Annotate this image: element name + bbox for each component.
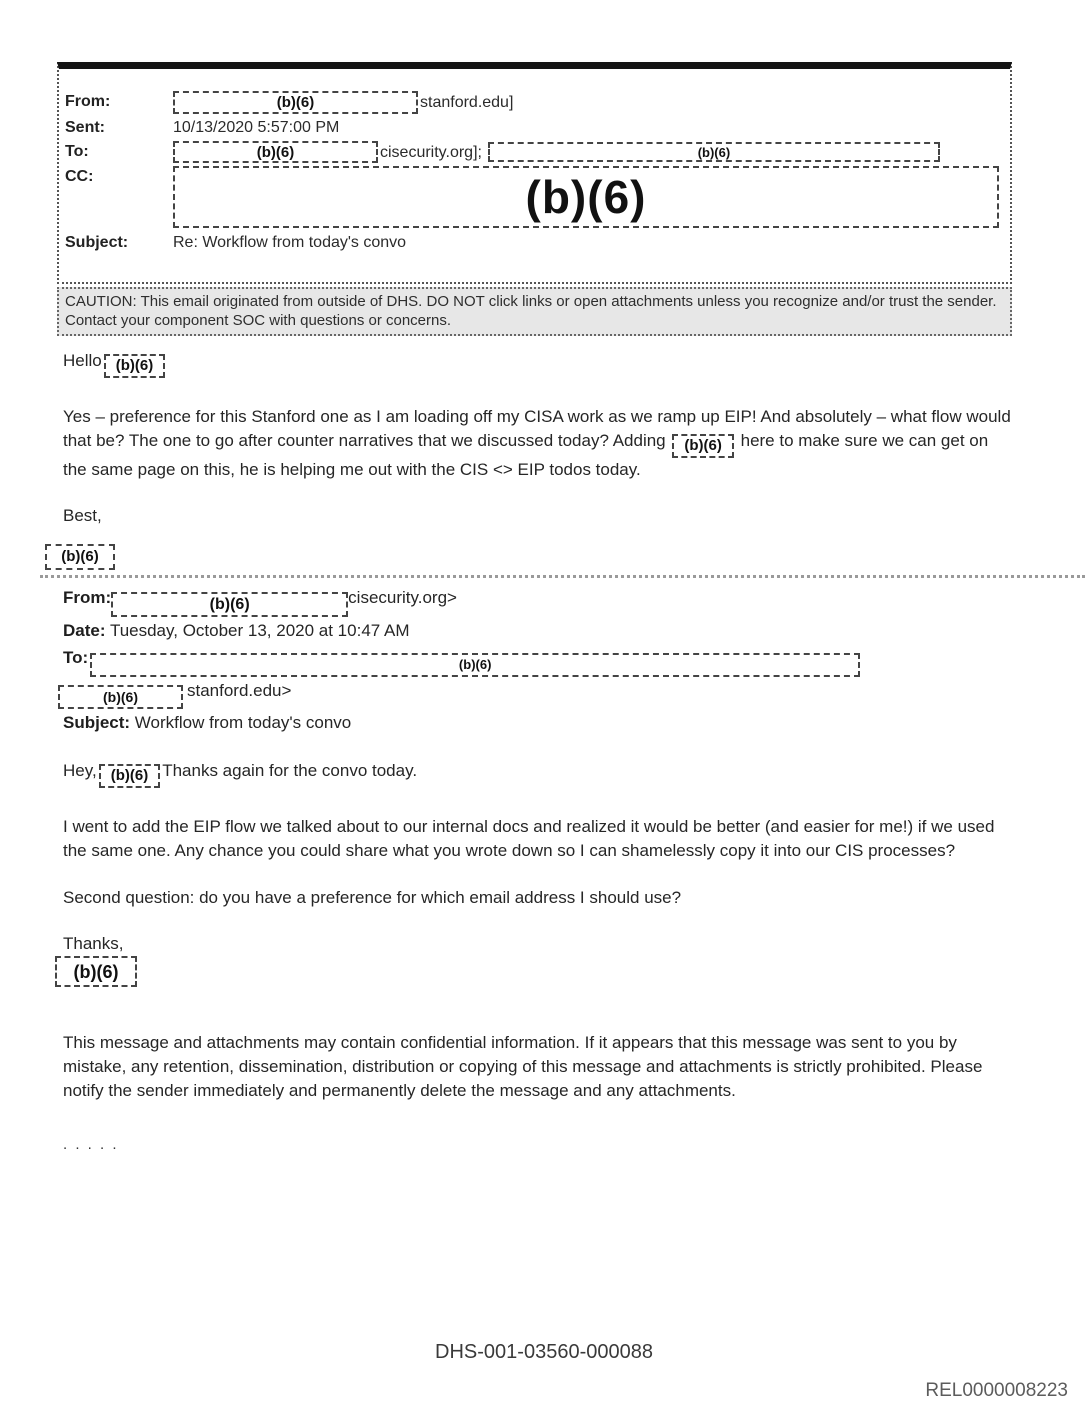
quoted-email-divider	[40, 575, 1085, 578]
quoted-row-to	[63, 644, 1011, 677]
caution-banner	[57, 287, 1012, 336]
redaction-b6-box: (b)(6)	[58, 685, 183, 709]
email-body	[63, 349, 1011, 1157]
header-row-cc	[65, 166, 1002, 228]
quoted-subject-label: Subject:	[63, 713, 131, 732]
redaction-b6-box: (b)(6)	[55, 956, 137, 987]
header-row-from	[65, 91, 1002, 114]
redaction-b6-box: (b)(6)	[111, 592, 348, 617]
redaction-b6-box: (b)(6)	[90, 653, 860, 677]
redaction-b6-box: (b)(6)	[672, 434, 734, 458]
quoted-row-from	[63, 584, 1011, 617]
redaction-b6-box: (b)(6)	[488, 142, 940, 162]
quoted-to-domain: stanford.edu>	[187, 680, 292, 700]
redaction-b6-box: (b)(6)	[99, 764, 161, 788]
header-row-sent	[65, 117, 1002, 138]
reply-signature	[45, 544, 1011, 570]
from-domain: stanford.edu]	[420, 94, 514, 111]
quoted-row-subject	[63, 709, 1011, 736]
header-row-subject	[65, 232, 1002, 253]
quoted-date-label: Date:	[63, 621, 106, 640]
bates-number: DHS-001-03560-000088	[435, 1341, 653, 1363]
cc-value	[173, 166, 999, 228]
release-number: REL0000008223	[925, 1380, 1068, 1401]
sent-label: Sent:	[65, 119, 105, 136]
paragraph-text: here to make sure we can get on the same page on this, he is helping me out with the CIS <> EIP todos today.	[63, 431, 989, 479]
quoted-greeting	[63, 759, 1011, 788]
quoted-paragraph-2: Second question: do you have a preference for which email address I should use?	[63, 888, 682, 907]
to-value	[173, 141, 940, 163]
confidentiality-disclaimer: This message and attachments may contain confidential information. If it appears that this message was sent to you by mistake, any retention, dissemination, distribution or copying of this message and attachments is strictly prohibited. Please notify the sender immediately and permanently delete the message and any attachments.	[63, 1033, 983, 1100]
redaction-b6-box: (b)(6)	[173, 91, 418, 114]
quoted-from-domain: cisecurity.org>	[348, 588, 457, 607]
paragraph-text: Yes – preference for this Stanford one as I am loading off my CISA work as we ramp up EIP! And absolutely – what flow would that be? The one to go after counter narratives that we discussed today? Adding	[63, 407, 1011, 450]
greeting-text: Thanks again for the convo today.	[162, 761, 418, 780]
to-label: To:	[65, 143, 89, 160]
greeting-text: Hey,	[63, 761, 97, 780]
quoted-date-value: Tuesday, October 13, 2020 at 10:47 AM	[109, 621, 410, 640]
quoted-paragraph-1: I went to add the EIP flow we talked about to our internal docs and realized it would be better (and easier for me!) if we used the same one. Any chance you could share what you wrote down so I can shamelessly copy it into our CIS processes?	[63, 817, 995, 860]
trailing-dots: . . . . .	[63, 1136, 119, 1153]
to-domain: cisecurity.org];	[380, 143, 482, 161]
subject-label: Subject:	[65, 234, 129, 251]
quoted-closing: Thanks,	[63, 934, 124, 953]
from-label: From:	[65, 93, 111, 110]
redaction-b6-box: (b)(6)	[173, 141, 378, 163]
reply-greeting	[63, 349, 1011, 378]
redaction-b6-box: (b)(6)	[104, 354, 166, 378]
quoted-subject-value: Workflow from today's convo	[134, 713, 352, 732]
quoted-row-to-continued	[58, 677, 1011, 710]
reply-paragraph	[63, 405, 1011, 482]
quoted-to-label: To:	[63, 648, 89, 667]
subject-value: Re: Workflow from today's convo	[173, 234, 407, 251]
from-value	[173, 91, 513, 114]
quoted-signature	[55, 956, 1011, 987]
caution-text: CAUTION: This email originated from outside of DHS. DO NOT click links or open attachments unless you recognize and/or trust the sender. Contact your component SOC with questions or concerns.	[65, 293, 997, 329]
redaction-b6-box-large: (b)(6)	[173, 166, 999, 228]
reply-closing: Best,	[63, 506, 102, 525]
email-header	[57, 62, 1012, 284]
cc-label: CC:	[65, 168, 94, 185]
quoted-row-date	[63, 617, 1011, 644]
quoted-from-label: From:	[63, 588, 112, 607]
sent-value: 10/13/2020 5:57:00 PM	[173, 119, 340, 136]
greeting-text: Hello	[63, 351, 102, 370]
header-row-to	[65, 141, 1002, 163]
redaction-b6-box: (b)(6)	[45, 544, 115, 570]
